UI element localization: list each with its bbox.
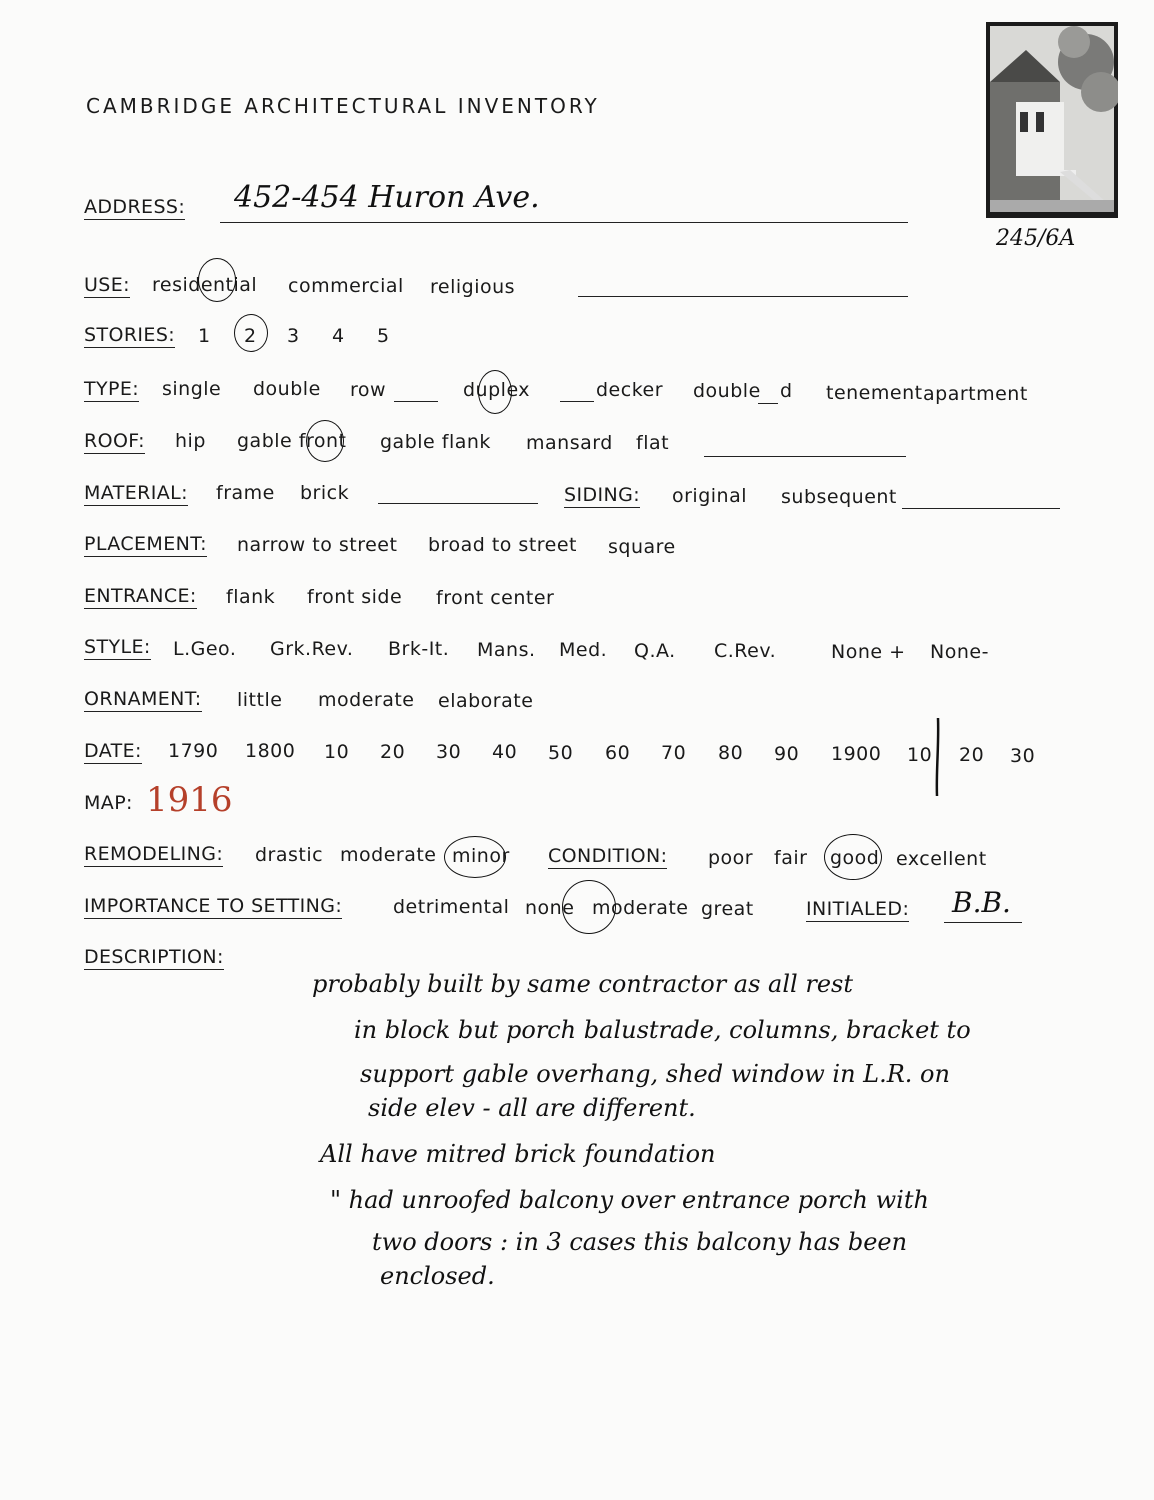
roof-selection-circle bbox=[306, 420, 344, 462]
date-option-1800: 1800 bbox=[245, 740, 296, 762]
style-option-med: Med. bbox=[559, 639, 608, 661]
description-line-5: All have mitred brick foundation bbox=[320, 1140, 716, 1168]
type-option-double-d: double bbox=[693, 380, 761, 402]
style-option-lgeo: L.Geo. bbox=[173, 638, 237, 660]
roof-other-line bbox=[704, 456, 906, 457]
style-option-qa: Q.A. bbox=[634, 640, 676, 662]
map-label: MAP: bbox=[84, 792, 133, 814]
date-option-60: 60 bbox=[605, 742, 631, 764]
type-option-tenement: tenement bbox=[826, 382, 923, 404]
form-title: CAMBRIDGE ARCHITECTURAL INVENTORY bbox=[86, 94, 600, 118]
siding-other-line bbox=[902, 508, 1060, 509]
description-line-3: support gable overhang, shed window in L.R. on bbox=[360, 1060, 950, 1088]
style-option-none-minus: None- bbox=[930, 641, 989, 663]
description-line-7: two doors : in 3 cases this balcony has been bbox=[372, 1228, 908, 1256]
type-label: TYPE: bbox=[84, 378, 140, 400]
style-option-grkrev: Grk.Rev. bbox=[270, 638, 354, 660]
condition-label: CONDITION: bbox=[548, 845, 668, 867]
siding-label: SIDING: bbox=[564, 484, 641, 506]
style-label: STYLE: bbox=[84, 636, 151, 658]
roof-option-mansard: mansard bbox=[526, 432, 613, 454]
roof-label: ROOF: bbox=[84, 430, 145, 452]
date-option-1790: 1790 bbox=[168, 740, 219, 762]
condition-option-good: good bbox=[830, 847, 880, 869]
condition-option-poor: poor bbox=[708, 847, 754, 869]
date-option-80: 80 bbox=[718, 742, 744, 764]
remodeling-selection-circle bbox=[444, 836, 506, 878]
placement-option-broad: broad to street bbox=[428, 534, 578, 556]
initialed-label: INITIALED: bbox=[806, 898, 910, 920]
type-selection-circle bbox=[478, 370, 512, 414]
siding-option-subsequent: subsequent bbox=[781, 486, 897, 508]
type-option-single: single bbox=[162, 378, 222, 400]
stories-option-5: 5 bbox=[377, 325, 390, 347]
material-option-brick: brick bbox=[300, 482, 350, 504]
style-option-brkit: Brk-It. bbox=[388, 638, 450, 660]
condition-option-fair: fair bbox=[774, 847, 808, 869]
date-label: DATE: bbox=[84, 740, 142, 762]
type-double-d-blank bbox=[758, 403, 778, 404]
use-selection-circle bbox=[198, 258, 236, 302]
type-option-apartment: apartment bbox=[923, 383, 1028, 405]
importance-option-none: none bbox=[525, 897, 575, 919]
stories-selection-circle bbox=[234, 314, 268, 352]
date-option-1910: 10 bbox=[907, 744, 933, 766]
use-label: USE: bbox=[84, 274, 130, 296]
date-option-10: 10 bbox=[324, 741, 350, 763]
date-option-90: 90 bbox=[774, 743, 800, 765]
type-option-duplex: duplex bbox=[463, 379, 531, 401]
stories-option-2: 2 bbox=[244, 325, 257, 347]
material-other-line bbox=[378, 503, 538, 504]
description-line-2: in block but porch balustrade, columns, bracket to bbox=[354, 1016, 971, 1044]
use-option-commercial: commercial bbox=[288, 275, 404, 297]
house-photo-image bbox=[986, 22, 1118, 218]
description-line-4: side elev - all are different. bbox=[368, 1094, 696, 1122]
date-tick-mark bbox=[928, 716, 944, 800]
stories-option-1: 1 bbox=[198, 325, 211, 347]
date-option-50: 50 bbox=[548, 742, 574, 764]
type-option-double: double bbox=[253, 378, 321, 400]
type-row-blank bbox=[394, 401, 438, 402]
use-option-residential: residential bbox=[152, 274, 258, 296]
ornament-option-elaborate: elaborate bbox=[438, 690, 534, 712]
use-option-religious: religious bbox=[430, 276, 516, 298]
style-option-none-plus: None + bbox=[831, 641, 906, 663]
remodeling-label: REMODELING: bbox=[84, 843, 224, 865]
style-option-mans: Mans. bbox=[477, 639, 536, 661]
address-value: 452-454 Huron Ave. bbox=[234, 180, 540, 215]
description-line-8: enclosed. bbox=[380, 1262, 495, 1290]
roof-option-flat: flat bbox=[636, 432, 670, 454]
description-line-6: " had unroofed balcony over entrance porch with bbox=[330, 1186, 929, 1214]
ornament-label: ORNAMENT: bbox=[84, 688, 202, 710]
date-option-1920: 20 bbox=[959, 744, 985, 766]
style-option-crev: C.Rev. bbox=[714, 640, 777, 662]
placement-option-narrow: narrow to street bbox=[237, 534, 398, 556]
entrance-option-front-center: front center bbox=[436, 587, 555, 609]
ornament-option-moderate: moderate bbox=[318, 689, 415, 711]
date-option-1930: 30 bbox=[1010, 745, 1036, 767]
type-option-decker: decker bbox=[596, 379, 664, 401]
description-label: DESCRIPTION: bbox=[84, 946, 224, 968]
stories-option-3: 3 bbox=[287, 325, 300, 347]
use-other-line bbox=[578, 296, 908, 297]
address-line bbox=[220, 222, 908, 223]
placement-label: PLACEMENT: bbox=[84, 533, 207, 555]
map-value: 1916 bbox=[146, 780, 233, 820]
entrance-option-flank: flank bbox=[226, 586, 276, 608]
importance-option-great: great bbox=[701, 898, 754, 920]
siding-option-original: original bbox=[672, 485, 748, 507]
address-label: ADDRESS: bbox=[84, 196, 186, 218]
remodeling-option-minor: minor bbox=[452, 845, 510, 867]
stories-label: STORIES: bbox=[84, 324, 176, 346]
date-option-70: 70 bbox=[661, 742, 687, 764]
material-option-frame: frame bbox=[216, 482, 275, 504]
description-line-1: probably built by same contractor as all rest bbox=[312, 970, 853, 998]
roof-option-hip: hip bbox=[175, 430, 206, 452]
stories-option-4: 4 bbox=[332, 325, 345, 347]
type-option-d: d bbox=[780, 380, 793, 402]
entrance-label: ENTRANCE: bbox=[84, 585, 197, 607]
ornament-option-little: little bbox=[237, 689, 283, 711]
remodeling-option-moderate: moderate bbox=[340, 844, 437, 866]
date-option-1900: 1900 bbox=[831, 743, 882, 765]
roof-option-gable-flank: gable flank bbox=[380, 431, 491, 453]
initialed-value: B.B. bbox=[952, 886, 1011, 919]
building-photo bbox=[986, 22, 1118, 218]
placement-option-square: square bbox=[608, 536, 676, 558]
photo-reference: 245/6A bbox=[996, 226, 1076, 251]
importance-label: IMPORTANCE TO SETTING: bbox=[84, 895, 343, 917]
roof-option-gable-front: gable front bbox=[237, 430, 347, 452]
remodeling-option-drastic: drastic bbox=[255, 844, 324, 866]
date-option-40: 40 bbox=[492, 741, 518, 763]
importance-option-moderate: moderate bbox=[592, 897, 689, 919]
condition-option-excellent: excellent bbox=[896, 848, 987, 870]
material-label: MATERIAL: bbox=[84, 482, 188, 504]
condition-selection-circle bbox=[824, 834, 882, 880]
entrance-option-front-side: front side bbox=[307, 586, 403, 608]
date-option-20: 20 bbox=[380, 741, 406, 763]
importance-option-detrimental: detrimental bbox=[393, 896, 510, 918]
date-option-30: 30 bbox=[436, 741, 462, 763]
type-decker-blank bbox=[560, 401, 594, 402]
type-option-row: row bbox=[350, 379, 387, 401]
importance-selection-circle bbox=[562, 880, 616, 934]
initialed-line bbox=[944, 922, 1022, 923]
